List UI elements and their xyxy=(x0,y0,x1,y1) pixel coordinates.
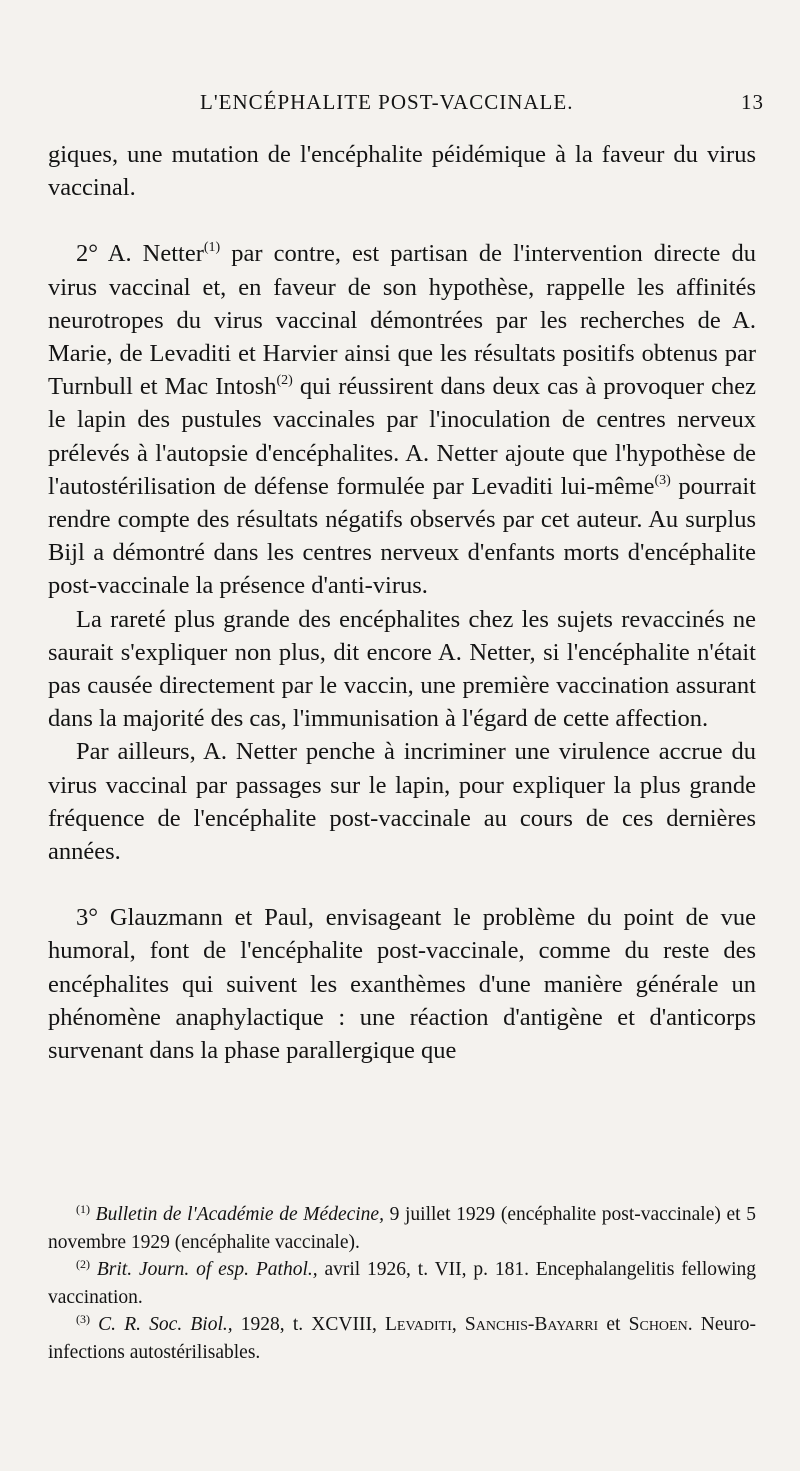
footnote-1-source: Bulletin de l'Académie de Médecine, xyxy=(95,1204,384,1225)
netter-text-a: 2° A. Netter xyxy=(76,240,204,268)
footnote-1-mark: (1) xyxy=(76,1202,90,1216)
main-text xyxy=(48,138,756,1067)
footnote-2-source: Brit. Journ. of esp. Pathol., xyxy=(96,1259,318,1280)
paragraph-netter xyxy=(48,237,756,602)
footnote-2-text: avril 1926, t. VII, p. 181. Encephalangelitis fellowing vaccination. xyxy=(48,1259,757,1308)
footnote-ref-1: (1) xyxy=(203,240,221,256)
netter-text-b: par contre, est partisan de l'intervention directe du virus vaccinal et, en faveur de son hypothèse, rappelle les affinités neurotropes du virus vaccinal démontrées par les recherches de A. Marie, de Levaditi et Harvier ainsi que les résultats positifs obtenus par Turnbull et Mac Intosh xyxy=(48,240,756,401)
page-number: 13 xyxy=(741,90,764,114)
netter-text-c: qui réussirent dans deux cas à provoquer chez le lapin des pustules vaccinales par l'inoculation de centres nerveux prélevés à l'autopsie d'encéphalites. A. Netter ajoute que l'hypothèse de l'autostérilisation de défense formulée par Levaditi lui-même xyxy=(48,373,756,500)
footnote-1-text: 9 juillet 1929 (encéphalite post-vaccinale) et 5 novembre 1929 (encéphalite vaccinale). xyxy=(48,1204,756,1253)
footnote-2 xyxy=(48,1256,756,1311)
footnote-2-mark: (2) xyxy=(76,1257,90,1271)
footnote-3 xyxy=(48,1311,756,1366)
paragraph-glauzmann: 3° Glauzmann et Paul, envisageant le problème du point de vue humoral, font de l'encéphalite post-vaccinale, comme du reste des encéphalites qui suivent les exanthèmes d'une manière générale un phénomène anaphylactique : une réaction d'antigène et d'anticorps survenant dans la phase parallergique que xyxy=(48,904,756,1065)
footnote-3-and: et xyxy=(598,1314,629,1335)
footnote-3-text: . Neuro-infections autostérilisables. xyxy=(48,1314,756,1363)
paragraph-rarete: La rareté plus grande des encéphalites chez les sujets revaccinés ne saurait s'expliquer non plus, dit encore A. Netter, si l'encéphalite n'était pas causée directement par le vaccin, une première vaccination assurant dans la majorité des cas, l'immunisation à l'égard de cette affection. xyxy=(48,605,756,733)
footnote-3-source: C. R. Soc. Biol., xyxy=(98,1314,233,1335)
paragraph-virulence: Par ailleurs, A. Netter penche à incriminer une virulence accrue du virus vaccinal par passages sur le lapin, pour expliquer la plus grande fréquence de l'encéphalite post-vaccinale au cours de ces dernières années. xyxy=(48,738,756,866)
footnotes xyxy=(48,1201,756,1366)
netter-text-d: pourrait rendre compte des résultats négatifs observés par cet auteur. Au surplus Bijl a démontré dans les centres nerveux d'enfants morts d'encéphalite post-vaccinale la présence d'anti-virus. xyxy=(48,472,756,600)
footnote-3-authors: Levaditi, Sanchis-Bayarri xyxy=(385,1314,599,1335)
footnote-3-mark: (3) xyxy=(76,1312,90,1326)
running-title: L'ENCÉPHALITE POST-VACCINALE. xyxy=(200,90,574,114)
footnote-1 xyxy=(48,1201,756,1256)
footnote-ref-3: (3) xyxy=(654,472,671,488)
page-header xyxy=(0,88,800,118)
footnote-ref-2: (2) xyxy=(276,373,293,389)
paragraph-continuation: giques, une mutation de l'encéphalite péidémique à la faveur du virus vaccinal. xyxy=(48,141,756,202)
footnote-3-middle: 1928, t. XCVIII, xyxy=(232,1314,385,1335)
footnote-3-author-last: Schoen xyxy=(628,1314,688,1335)
